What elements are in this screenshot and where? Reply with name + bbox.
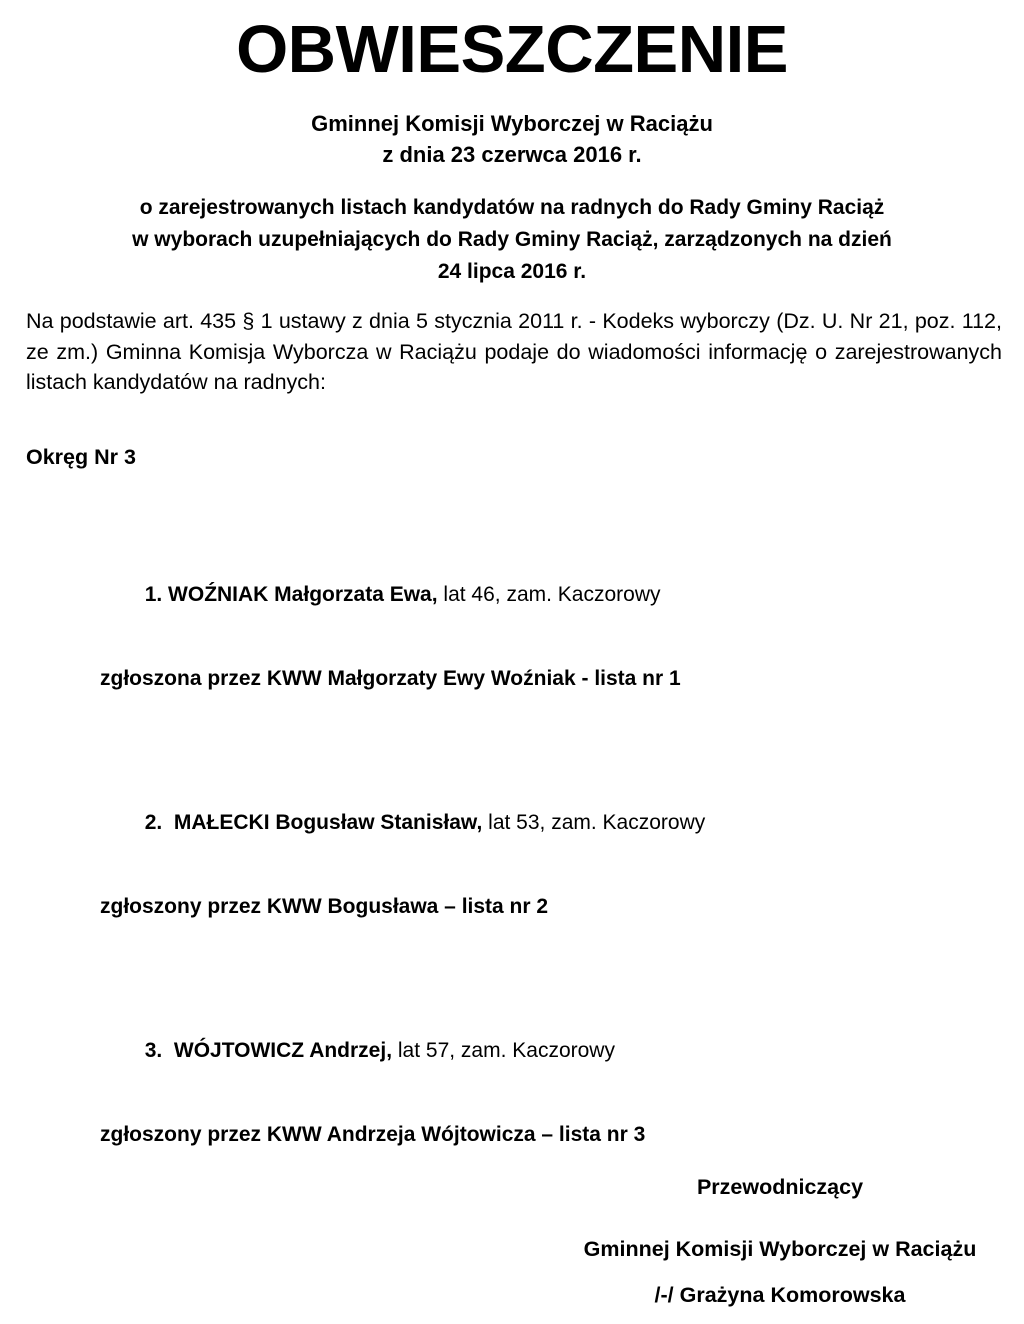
- issuer-block: [0, 83, 1024, 170]
- purpose-line-2: w wyborach uzupełniających do Rady Gminy Raciąż, zarządzonych na dzień: [132, 228, 892, 252]
- signature-body: Gminnej Komisji Wyborczej w Raciążu: [583, 1236, 977, 1261]
- page-title: OBWIESZCZENIE: [236, 12, 788, 87]
- candidate-name: 3. WÓJTOWICZ Andrzej,: [144, 1039, 393, 1063]
- candidate-committee-line: zgłoszony przez KWW Bogusława – lista nr 2: [100, 894, 549, 918]
- list-item: [0, 784, 1024, 920]
- issuer-line-date: z dnia 23 czerwca 2016 r.: [382, 142, 642, 168]
- candidate-name-line: [0, 784, 1024, 863]
- signature-role: Przewodniczący: [696, 1175, 864, 1199]
- document-masthead: [0, 0, 1024, 288]
- candidate-details: lat 53, zam. Kaczorowy: [482, 811, 706, 835]
- purpose-line-1: o zarejestrowanych listach kandydatów na radnych do Rady Gminy Raciąż: [139, 196, 885, 220]
- purpose-line-3: 24 lipca 2016 r.: [437, 260, 587, 284]
- candidate-name-line: [0, 1012, 1024, 1091]
- legal-basis-paragraph: Na podstawie art. 435 § 1 ustawy z dnia 5 stycznia 2011 r. - Kodeks wyborczy (Dz. U. Nr 21, poz. 112, ze zm.) Gminna Komisja Wyborcza w Raciążu podaje do wiadomości informację o zarejestrowanych listach kandydatów na radnych:: [26, 309, 1002, 395]
- signature-person: /-/ Grażyna Komorowska: [654, 1282, 906, 1307]
- candidate-details: lat 57, zam. Kaczorowy: [392, 1039, 615, 1063]
- purpose-block: [0, 170, 1024, 288]
- candidate-name-line: [0, 556, 1024, 635]
- district-heading: Okręg Nr 3: [26, 445, 136, 469]
- candidate-details: lat 46, zam. Kaczorowy: [437, 583, 661, 607]
- candidate-committee-line: zgłoszony przez KWW Andrzeja Wójtowicza – lista nr 3: [100, 1122, 646, 1146]
- signature-block: [556, 1174, 1004, 1310]
- candidate-list: [0, 556, 1024, 1148]
- list-item: [0, 556, 1024, 692]
- list-item: [0, 1012, 1024, 1148]
- candidate-name: 2. MAŁECKI Bogusław Stanisław,: [144, 811, 483, 835]
- candidate-name: 1. WOŹNIAK Małgorzata Ewa,: [144, 583, 438, 607]
- issuer-line-authority: Gminnej Komisji Wyborczej w Raciążu: [311, 111, 713, 136]
- candidate-committee-line: zgłoszona przez KWW Małgorzaty Ewy Woźniak - lista nr 1: [100, 666, 681, 690]
